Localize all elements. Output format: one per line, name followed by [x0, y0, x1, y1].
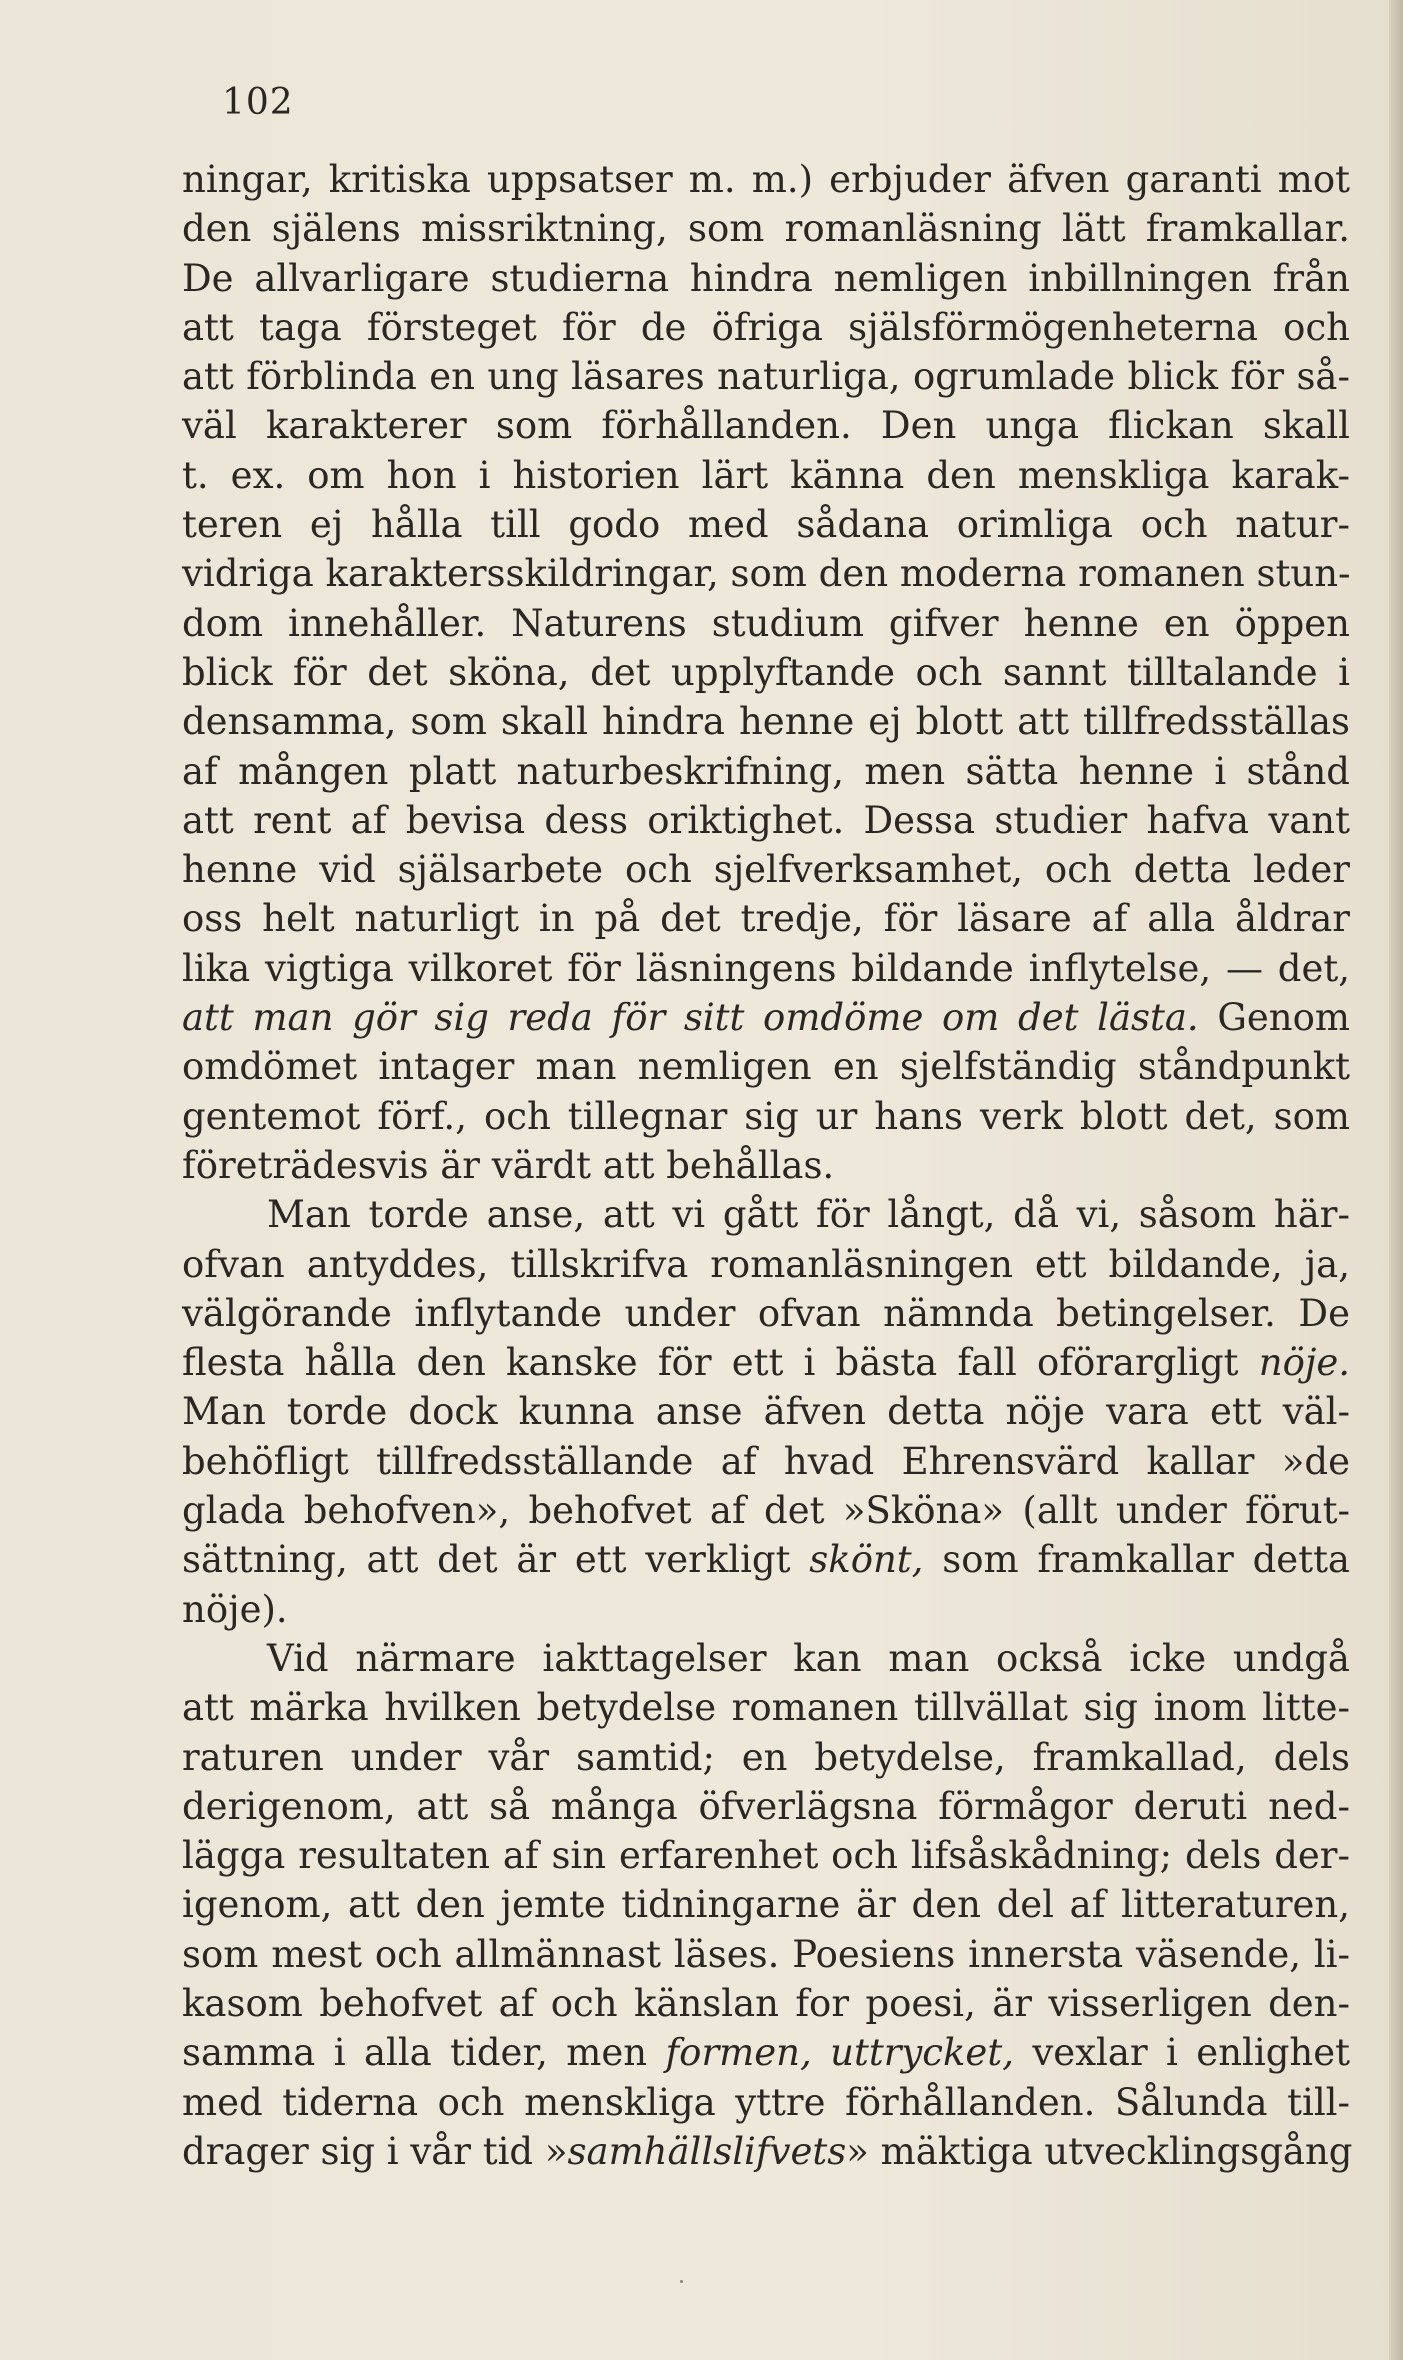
line-start: drager sig i vår tid » — [182, 2129, 568, 2173]
text-line — [182, 1535, 1350, 1584]
text-line: lägga resultaten af sin erfarenhet och lifsåskådning; dels der- — [182, 1834, 1350, 1878]
line-rest: Genom — [1198, 996, 1351, 1040]
text-line: derigenom, att så många öfverlägsna förmågor deruti ned- — [182, 1784, 1350, 1828]
emphasis-text: nöje. — [1258, 1341, 1350, 1385]
text-line: De allvarligare studierna hindra nemligen inbillningen från — [182, 256, 1350, 300]
text-line: t. ex. om hon i historien lärt känna den menskliga karak- — [182, 453, 1350, 497]
text-line: med tiderna och menskliga yttre förhållanden. Sålunda till- — [182, 2080, 1350, 2124]
text-line — [182, 2028, 1350, 2077]
text-line: vidriga karaktersskildringar, som den moderna romanen stun- — [182, 552, 1351, 596]
paper-speck — [680, 2280, 683, 2283]
emphasis-text: samhällslifvets — [567, 2129, 847, 2173]
text-line: teren ej hålla till godo med sådana orimliga och natur- — [182, 503, 1350, 547]
text-line: Vid närmare iakttagelser kan man också icke undgå — [267, 1636, 1350, 1680]
text-line: den själens missriktning, som romanläsning lätt framkallar. — [182, 207, 1350, 251]
line-start: flesta hålla den kanske för ett i bästa fall oförargligt — [182, 1341, 1239, 1385]
text-line: att taga försteget för de öfriga själsförmögenheterna och — [182, 305, 1350, 349]
text-line: kasom behofvet af och känslan for poesi, är visserligen den- — [182, 1981, 1350, 2025]
text-line — [182, 993, 1350, 1042]
text-line: gentemot förf., och tillegnar sig ur hans verk blott det, som — [182, 1094, 1350, 1138]
text-line: att förblinda en ung läsares naturliga, ogrumlade blick för så- — [182, 355, 1350, 399]
text-line — [182, 1338, 1350, 1387]
text-line: ningar, kritiska uppsatser m. m.) erbjuder äfven garanti mot — [182, 158, 1350, 201]
text-line: som mest och allmännast läses. Poesiens innersta väsende, li- — [182, 1932, 1350, 1976]
text-line — [182, 2127, 1353, 2176]
text-line: nöje). — [182, 1587, 288, 1631]
text-line: lika vigtiga vilkoret för läsningens bildande inflytelse, — det, — [182, 946, 1350, 990]
body-text — [182, 155, 1353, 2176]
page-edge — [1389, 0, 1403, 2360]
emphasis-text: skönt, — [809, 1538, 924, 1582]
text-line: henne vid själsarbete och sjelfverksamhet, och detta leder — [182, 848, 1350, 892]
text-line: dom innehåller. Naturens studium gifver henne en öppen — [182, 601, 1350, 645]
line-rest: vexlar i enlighet — [1013, 2031, 1350, 2075]
emphasis-text: att man gör sig reda för sitt omdöme om det lästa. — [182, 996, 1199, 1040]
text-line: oss helt naturligt in på det tredje, för läsare af alla åldrar — [182, 897, 1350, 941]
text-line: företrädesvis är värdt att behållas. — [182, 1143, 835, 1187]
page-number: 102 — [222, 82, 294, 123]
text-line: välgörande inflytande under ofvan nämnda betingelser. De — [182, 1291, 1350, 1335]
text-line: att rent af bevisa dess oriktighet. Dessa studier hafva vant — [182, 798, 1350, 842]
text-line: väl karakterer som förhållanden. Den unga flickan skall — [182, 404, 1350, 448]
emphasis-text: formen, uttrycket, — [665, 2031, 1014, 2075]
line-rest: » mäktiga utvecklingsgång — [846, 2129, 1353, 2173]
text-line: Man torde anse, att vi gått för långt, då vi, såsom här- — [267, 1193, 1350, 1237]
line-start: samma i alla tider, men — [182, 2031, 648, 2075]
text-line: att märka hvilken betydelse romanen tillvällat sig inom litte- — [182, 1686, 1350, 1730]
text-line: omdömet intager man nemligen en sjelfständig ståndpunkt — [182, 1045, 1350, 1089]
text-line: behöfligt tillfredsställande af hvad Ehrensvärd kallar »de — [182, 1439, 1350, 1483]
text-line: ofvan antyddes, tillskrifva romanläsningen ett bildande, ja, — [182, 1242, 1350, 1286]
text-line: Man torde dock kunna anse äfven detta nöje vara ett väl- — [182, 1390, 1350, 1434]
text-line: igenom, att den jemte tidningarne är den del af litteraturen, — [182, 1883, 1350, 1927]
text-line: glada behofven», behofvet af det »Sköna» (allt under förut- — [182, 1489, 1350, 1533]
text-line: raturen under vår samtid; en betydelse, framkallad, dels — [182, 1735, 1350, 1779]
text-line: af mången platt naturbeskrifning, men sätta henne i stånd — [182, 749, 1350, 793]
text-line: densamma, som skall hindra henne ej blott att tillfredsställas — [182, 700, 1350, 744]
line-rest: som framkallar detta — [923, 1538, 1350, 1582]
text-line: blick för det sköna, det upplyftande och sannt tilltalande i — [182, 650, 1350, 694]
line-start: sättning, att det är ett verkligt — [182, 1538, 791, 1582]
